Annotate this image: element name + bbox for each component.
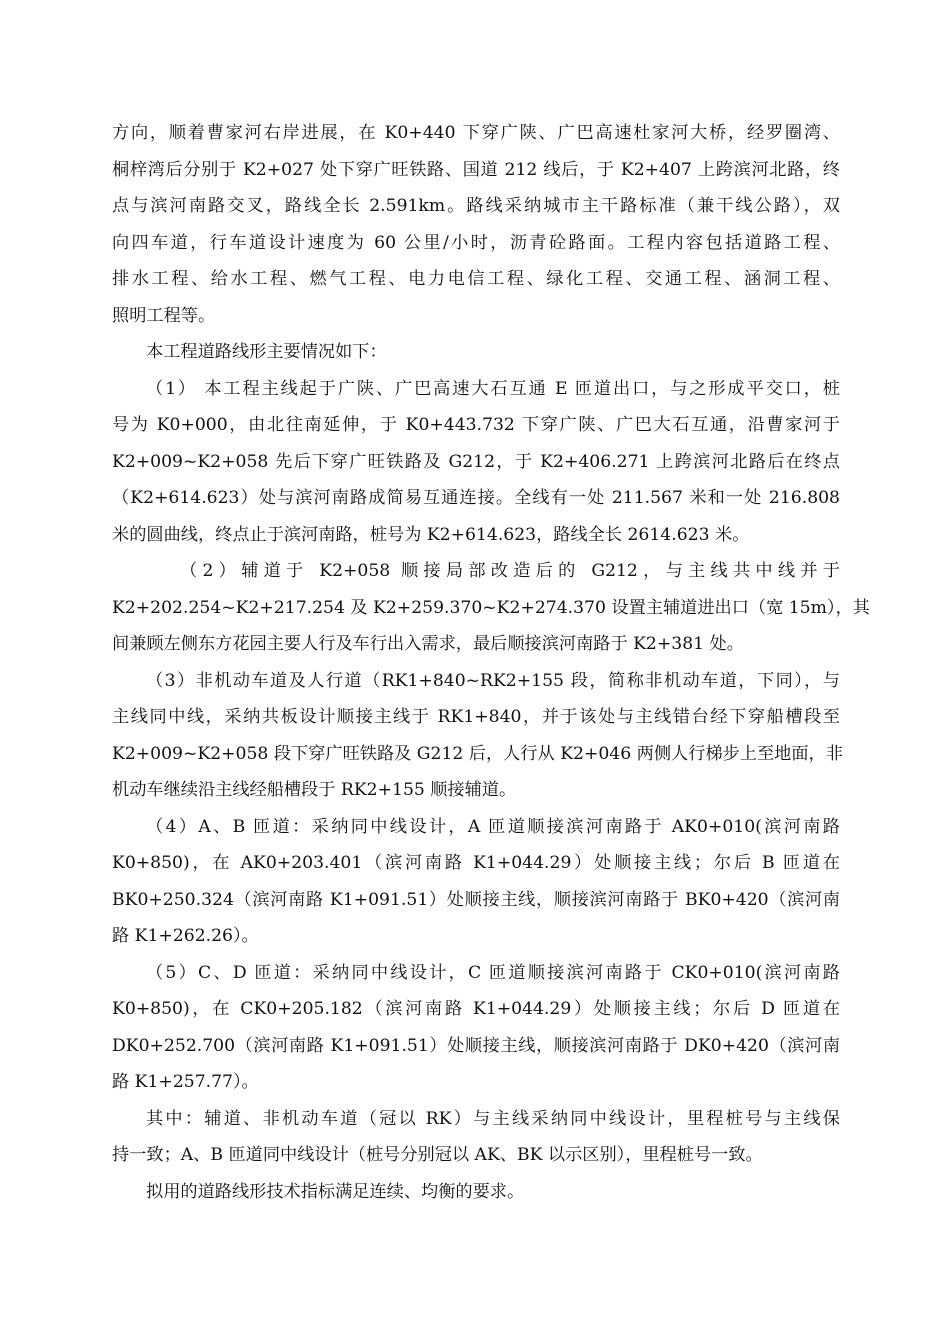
text-line: 米的圆曲线，终点止于滨河南路，桩号为 K2+614.623，路线全长 2614.623 米。 xyxy=(112,524,750,545)
text-line: K0+850)，在 AK0+203.401（滨河南路 K1+044.29）处顺接主线；尔后 B 匝道在 xyxy=(112,853,840,873)
text-line: （4）A、B 匝道：采纳同中线设计，A 匝道顺接滨河南路于 AK0+010(滨河南路 xyxy=(146,816,840,837)
text-line: 路 K1+262.26）。 xyxy=(112,926,259,946)
text-line: K0+850)，在 CK0+205.182（滨河南路 K1+044.29）处顺接主线；尔后 D 匝道在 xyxy=(112,999,840,1019)
text-line: 本工程道路线形主要情况如下： xyxy=(146,342,387,362)
text-line: （K2+614.623）处与滨河南路成简易互通连接。全线有一处 211.567 米和一处 216.808 xyxy=(112,488,840,508)
text-line: 主线同中线，采纳共板设计顺接主线于 RK1+840，并于该处与主线错台经下穿船槽段至 xyxy=(112,707,840,727)
text-line: DK0+252.700（滨河南路 K1+091.51）处顺接主线，顺接滨河南路于 DK0+420（滨河南 xyxy=(112,1035,840,1056)
text-line: 路 K1+257.77）。 xyxy=(112,1072,259,1092)
text-line: 点与滨河南路交叉，路线全长 2.591km。路线采纳城市主干路标准（兼干线公路），双 xyxy=(112,196,840,216)
text-line: BK0+250.324（滨河南路 K1+091.51）处顺接主线，顺接滨河南路于 BK0+420（滨河南 xyxy=(112,889,840,910)
document-body xyxy=(112,115,870,1210)
text-line: 照明工程等。 xyxy=(112,305,216,326)
text-line: K2+009~K2+058 段下穿广旺铁路及 G212 后，人行从 K2+046 两侧人行梯步上至地面，非 xyxy=(112,743,843,764)
text-line: K2+009~K2+058 先后下穿广旺铁路及 G212，于 K2+406.271 上跨滨河北路后在终点 xyxy=(112,451,840,472)
text-line: 其中：辅道、非机动车道（冠以 RK）与主线采纳同中线设计，里程桩号与主线保 xyxy=(146,1108,840,1129)
text-line: （5）C、D 匝道：采纳同中线设计，C 匝道顺接滨河南路于 CK0+010(滨河南路 xyxy=(146,962,840,983)
text-line: （2）辅道于 K2+058 顺接局部改造后的 G212，与主线共中线并于 xyxy=(180,561,840,581)
text-line: 间兼顾左侧东方花园主要人行及车行出入需求，最后顺接滨河南路于 K2+381 处。 xyxy=(112,634,744,654)
text-line: 号为 K0+000，由北往南延伸，于 K0+443.732 下穿广陕、广巴大石互通，沿曹家河于 xyxy=(112,415,840,435)
text-line: （3）非机动车道及人行道（RK1+840~RK2+155 段，简称非机动车道，下同），与 xyxy=(146,670,840,691)
text-line: 排水工程、给水工程、燃气工程、电力电信工程、绿化工程、交通工程、涵洞工程、 xyxy=(112,269,840,289)
text-line: K2+202.254~K2+217.254 及 K2+259.370~K2+274.370 设置主辅道进出口（宽 15m），其 xyxy=(112,597,870,618)
text-line: （1） 本工程主线起于广陕、广巴高速大石互通 E 匝道出口，与之形成平交口，桩 xyxy=(146,378,840,399)
text-line: 拟用的道路线形技术指标满足连续、均衡的要求。 xyxy=(146,1181,525,1202)
text-line: 向四车道，行车道设计速度为 60 公里/小时，沥青砼路面。工程内容包括道路工程、 xyxy=(112,232,840,253)
text-line: 持一致；A、B 匝道同中线设计（桩号分别冠以 AK、BK 以示区别），里程桩号一致。 xyxy=(112,1145,763,1165)
text-line: 桐梓湾后分别于 K2+027 处下穿广旺铁路、国道 212 线后，于 K2+407 上跨滨河北路，终 xyxy=(112,159,840,180)
text-line: 方向，顺着曹家河右岸进展，在 K0+440 下穿广陕、广巴高速杜家河大桥，经罗圈湾、 xyxy=(112,123,840,143)
text-line: 机动车继续沿主线经船槽段于 RK2+155 顺接辅道。 xyxy=(112,780,517,800)
